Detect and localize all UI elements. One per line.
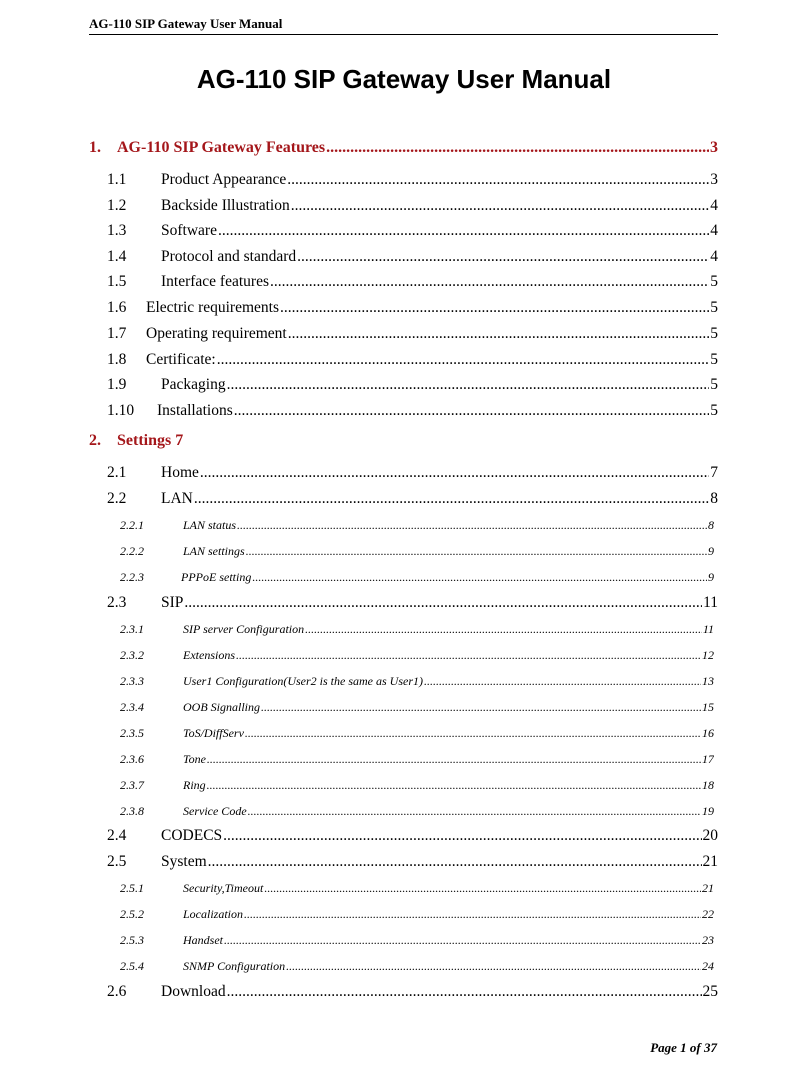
dot-leader [245, 726, 701, 741]
toc-page: 3 [710, 139, 718, 156]
page-number-footer: Page 1 of 37 [650, 1040, 717, 1055]
toc-page: 16 [702, 726, 714, 740]
dot-leader [223, 827, 701, 845]
toc-label: Service Code [183, 804, 247, 818]
dot-leader [286, 959, 701, 974]
dot-leader [207, 752, 701, 767]
toc-page: 5 [710, 351, 718, 368]
toc-entry-2-3-7[interactable] [120, 778, 714, 793]
toc-entry-2-1[interactable] [107, 464, 718, 482]
dot-leader [270, 273, 709, 291]
toc-label: Operating requirement [146, 325, 287, 342]
dot-leader [248, 804, 701, 819]
dot-leader [184, 594, 702, 612]
dot-leader [208, 853, 702, 871]
toc-page: 18 [702, 778, 714, 792]
toc-number: 2.2.1 [120, 518, 144, 532]
toc-label: SNMP Configuration [183, 959, 286, 973]
toc-page: 13 [702, 674, 714, 688]
toc-entry-2-3-6[interactable] [120, 752, 714, 767]
dot-leader [291, 197, 710, 215]
toc-number: 2.3.4 [120, 700, 144, 714]
toc-number: 1.2 [107, 197, 127, 214]
toc-label: Electric requirements [146, 299, 279, 316]
dot-leader [194, 490, 709, 508]
toc-entry-2-3-4[interactable] [120, 700, 714, 715]
toc-number: 2.3.2 [120, 648, 144, 662]
toc-entry-1-7[interactable] [107, 325, 718, 343]
toc-number: 2.3 [107, 594, 127, 611]
toc-entry-2-2-2[interactable] [120, 544, 714, 559]
toc-page: 9 [708, 544, 714, 558]
dot-leader [207, 778, 701, 793]
dot-leader [227, 983, 702, 1001]
toc-page: 15 [702, 700, 714, 714]
toc-page: 11 [702, 622, 714, 636]
toc-entry-2-5-4[interactable] [120, 959, 714, 974]
dot-leader [305, 622, 702, 637]
toc-label: Home [161, 464, 199, 481]
toc-page: 25 [702, 983, 718, 1000]
toc-label: Handset [183, 933, 223, 947]
toc-label: PPPoE setting [181, 570, 252, 584]
toc-page: 5 [710, 299, 718, 316]
toc-label: Packaging [161, 376, 226, 393]
toc-entry-2-5-3[interactable] [120, 933, 714, 948]
toc-entry-2-5[interactable] [107, 853, 718, 871]
dot-leader [236, 648, 701, 663]
toc-number: 1.8 [107, 351, 127, 368]
toc-label: Security,Timeout [183, 881, 264, 895]
dot-leader [424, 674, 701, 689]
toc-number: 1. [89, 139, 101, 156]
dot-leader [288, 325, 710, 343]
toc-number: 2.2.3 [120, 570, 144, 584]
toc-entry-2-2-1[interactable] [120, 518, 714, 533]
dot-leader [246, 544, 707, 559]
dot-leader [280, 299, 709, 317]
toc-label: Installations [157, 402, 233, 419]
toc-number: 2.6 [107, 983, 127, 1000]
toc-entry-2-3-2[interactable] [120, 648, 714, 663]
toc-number: 1.1 [107, 171, 127, 188]
dot-leader [264, 881, 701, 896]
toc-number: 2.5.3 [120, 933, 144, 947]
toc-label: User1 Configuration(User2 is the same as User1) [183, 674, 423, 688]
toc-entry-1-10[interactable] [107, 402, 718, 420]
toc-label: Ring [183, 778, 206, 792]
toc-page: 4 [710, 222, 718, 239]
dot-leader [287, 171, 709, 189]
toc-label: OOB Signalling [183, 700, 260, 714]
dot-leader [218, 222, 709, 240]
toc-page: 21 [702, 881, 714, 895]
toc-number: 2.4 [107, 827, 127, 844]
toc-entry-1-2[interactable] [107, 197, 718, 215]
toc-page: 11 [703, 594, 718, 611]
toc-number: 2.3.5 [120, 726, 144, 740]
toc-entry-2-2[interactable] [107, 490, 718, 508]
toc-label: Software [161, 222, 217, 239]
toc-entry-2[interactable] [89, 432, 183, 450]
toc-page: 23 [702, 933, 714, 947]
toc-entry-2-3-3[interactable] [120, 674, 714, 689]
toc-label: AG-110 SIP Gateway Features [117, 139, 326, 156]
toc-number: 2.5 [107, 853, 127, 870]
toc-label: Extensions [183, 648, 235, 662]
toc-entry-1-8[interactable] [107, 351, 718, 369]
toc-page: 5 [710, 402, 718, 419]
dot-leader [326, 139, 709, 157]
toc-entry-2-3-1[interactable] [120, 622, 714, 637]
toc-number: 2.5.1 [120, 881, 144, 895]
toc-label: Protocol and standard [161, 248, 297, 265]
toc-number: 1.3 [107, 222, 127, 239]
toc-entry-1-9[interactable] [107, 376, 718, 394]
toc-page: 20 [702, 827, 718, 844]
toc-entry-1-3[interactable] [107, 222, 718, 240]
dot-leader [252, 570, 707, 585]
toc-page: 4 [710, 248, 718, 265]
toc-label: Backside Illustration [161, 197, 290, 214]
toc-page: 8 [710, 490, 718, 507]
toc-page: 24 [702, 959, 714, 973]
toc-page: 5 [710, 273, 718, 290]
toc-label: Download [161, 983, 226, 1000]
toc-entry-2-6[interactable] [107, 983, 718, 1001]
toc-entry-2-3[interactable] [107, 594, 718, 612]
toc-number: 1.5 [107, 273, 127, 290]
toc-label: SIP [161, 594, 184, 611]
dot-leader [227, 376, 710, 394]
dot-leader [244, 907, 701, 922]
toc-number: 1.10 [107, 402, 135, 419]
toc-page: 7 [710, 464, 718, 481]
dot-leader [234, 402, 709, 420]
toc-label: ToS/DiffServ [183, 726, 244, 740]
toc-page: 5 [710, 325, 718, 342]
toc-page: 21 [702, 853, 718, 870]
toc-entry-2-4[interactable] [107, 827, 718, 845]
toc-page: 8 [708, 518, 714, 532]
toc-number: 2.3.6 [120, 752, 144, 766]
dot-leader [224, 933, 701, 948]
toc-entry-2-3-5[interactable] [120, 726, 714, 741]
document-title: AG-110 SIP Gateway User Manual [196, 64, 612, 94]
toc-number: 2.3.8 [120, 804, 144, 818]
toc-number: 1.4 [107, 248, 127, 265]
dot-leader [200, 464, 709, 482]
toc-page: 19 [702, 804, 714, 818]
toc-label: Interface features [161, 273, 269, 290]
toc-entry-1-6[interactable] [107, 299, 718, 317]
toc-number: 2.5.2 [120, 907, 144, 921]
toc-label: SIP server Configuration [183, 622, 305, 636]
toc-entry-1-1[interactable] [107, 171, 718, 189]
toc-label: Tone [183, 752, 206, 766]
toc-page: 3 [710, 171, 718, 188]
toc-page: 5 [710, 376, 718, 393]
toc-entry-2-5-1[interactable] [120, 881, 714, 896]
toc-entry-2-5-2[interactable] [120, 907, 714, 922]
toc-label: Product Appearance [161, 171, 287, 188]
toc-label: Settings 7 [117, 432, 184, 449]
toc-number: 1.9 [107, 376, 127, 393]
toc-label: LAN [161, 490, 193, 507]
dot-leader [217, 351, 710, 369]
toc-page: 9 [708, 570, 714, 584]
dot-leader [261, 700, 701, 715]
toc-label: CODECS [161, 827, 223, 844]
toc-page: 12 [702, 648, 714, 662]
toc-number: 2.3.3 [120, 674, 144, 688]
toc-label: LAN status [183, 518, 237, 532]
toc-page: 22 [702, 907, 714, 921]
dot-leader [297, 248, 709, 266]
toc-number: 2.5.4 [120, 959, 144, 973]
toc-number: 2.1 [107, 464, 127, 481]
toc-number: 2.2 [107, 490, 127, 507]
toc-entry-1-4[interactable] [107, 248, 718, 266]
toc-number: 2.3.7 [120, 778, 144, 792]
toc-number: 1.7 [107, 325, 127, 342]
toc-entry-1[interactable] [89, 139, 718, 157]
toc-page: 4 [710, 197, 718, 214]
toc-entry-2-2-3[interactable] [120, 570, 714, 585]
header-rule [89, 34, 718, 35]
toc-number: 2.2.2 [120, 544, 144, 558]
toc-entry-1-5[interactable] [107, 273, 718, 291]
toc-label: Localization [183, 907, 244, 921]
toc-number: 2. [89, 432, 101, 449]
toc-number: 1.6 [107, 299, 127, 316]
toc-number: 2.3.1 [120, 622, 144, 636]
toc-entry-2-3-8[interactable] [120, 804, 714, 819]
toc-page: 17 [702, 752, 714, 766]
toc-label: LAN settings [183, 544, 245, 558]
dot-leader [237, 518, 707, 533]
toc-label: Certificate: [146, 351, 216, 368]
running-header: AG-110 SIP Gateway User Manual [89, 16, 283, 31]
toc-label: System [161, 853, 207, 870]
